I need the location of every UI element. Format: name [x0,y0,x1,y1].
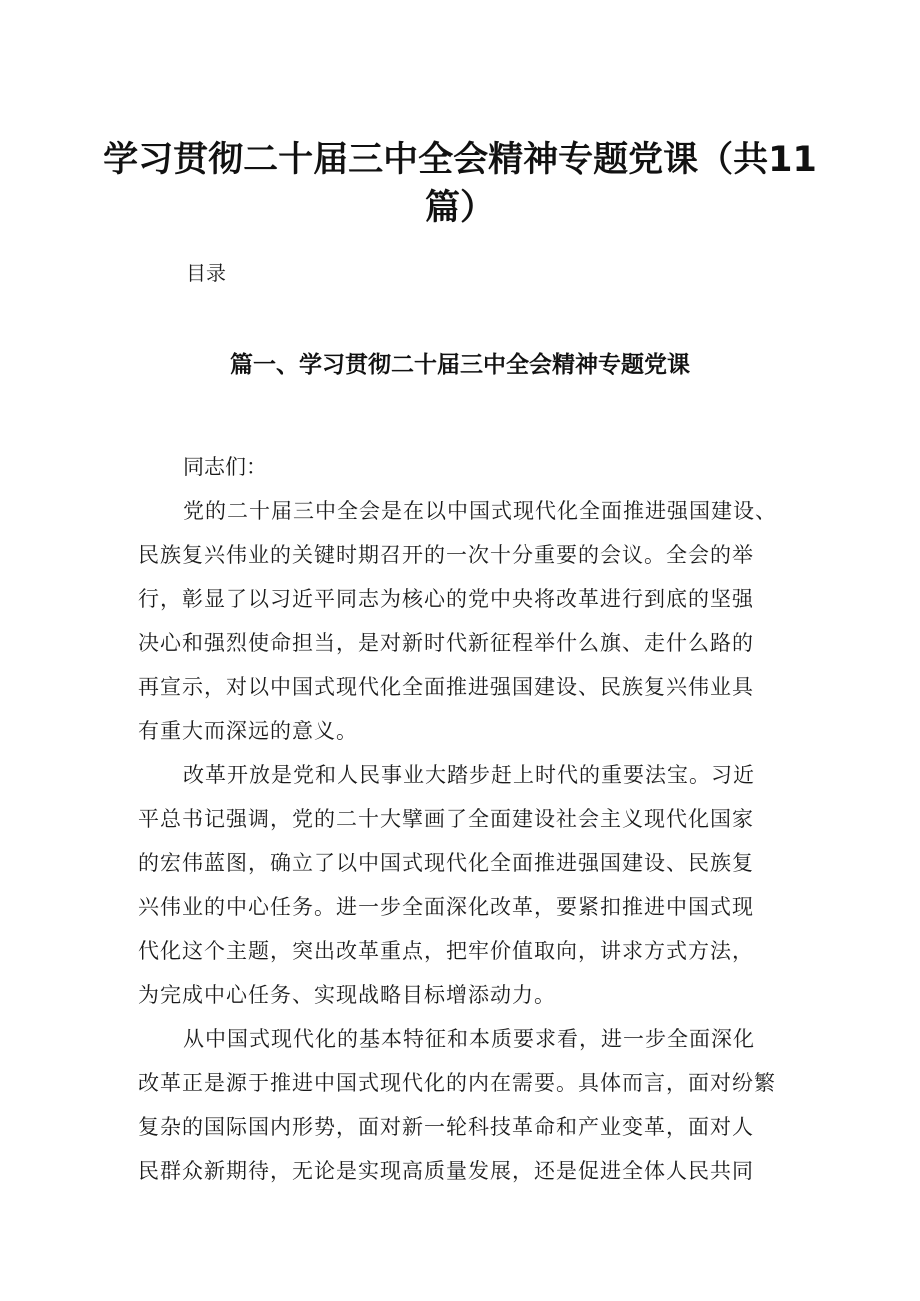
paragraph-line: 平总书记强调，党的二十大擘画了全面建设社会主义现代化国家 [138,807,754,831]
salutation: 同志们： [183,455,267,479]
paragraph-line: 民族复兴伟业的关键时期召开的一次十分重要的会议。全会的举 [138,543,754,567]
paragraph-line: 有重大而深远的意义。 [138,719,358,743]
paragraph-line: 兴伟业的中心任务。进一步全面深化改革，要紧扣推进中国式现 [138,895,754,919]
paragraph-line: 为完成中心任务、实现战略目标增添动力。 [138,983,556,1007]
paragraph-line: 民群众新期待，无论是实现高质量发展，还是促进全体人民共同 [138,1159,754,1183]
paragraph-line: 从中国式现代化的基本特征和本质要求看，进一步全面深化 [183,1027,755,1051]
paragraph-line: 党的二十届三中全会是在以中国式现代化全面推进强国建设、 [183,499,777,523]
toc-label: 目录 [186,261,226,285]
paragraph-line: 改革开放是党和人民事业大踏步赶上时代的重要法宝。习近 [183,763,755,787]
paragraph-line: 决心和强烈使命担当，是对新时代新征程举什么旗、走什么路的 [138,631,754,655]
section-heading: 篇一、学习贯彻二十届三中全会精神专题党课 [230,352,690,378]
paragraph-line: 行，彰显了以习近平同志为核心的党中央将改革进行到底的坚强 [138,587,754,611]
paragraph-line: 改革正是源于推进中国式现代化的内在需要。具体而言，面对纷繁 [138,1071,776,1095]
paragraph-line: 代化这个主题，突出改革重点，把牢价值取向，讲求方式方法， [138,939,754,963]
document-title: 学习贯彻二十届三中全会精神专题党课（共11篇） [103,140,817,228]
paragraph-line: 再宣示，对以中国式现代化全面推进强国建设、民族复兴伟业具 [138,675,754,699]
paragraph-line: 的宏伟蓝图，确立了以中国式现代化全面推进强国建设、民族复 [138,851,754,875]
paragraph-line: 复杂的国际国内形势，面对新一轮科技革命和产业变革，面对人 [138,1115,754,1139]
